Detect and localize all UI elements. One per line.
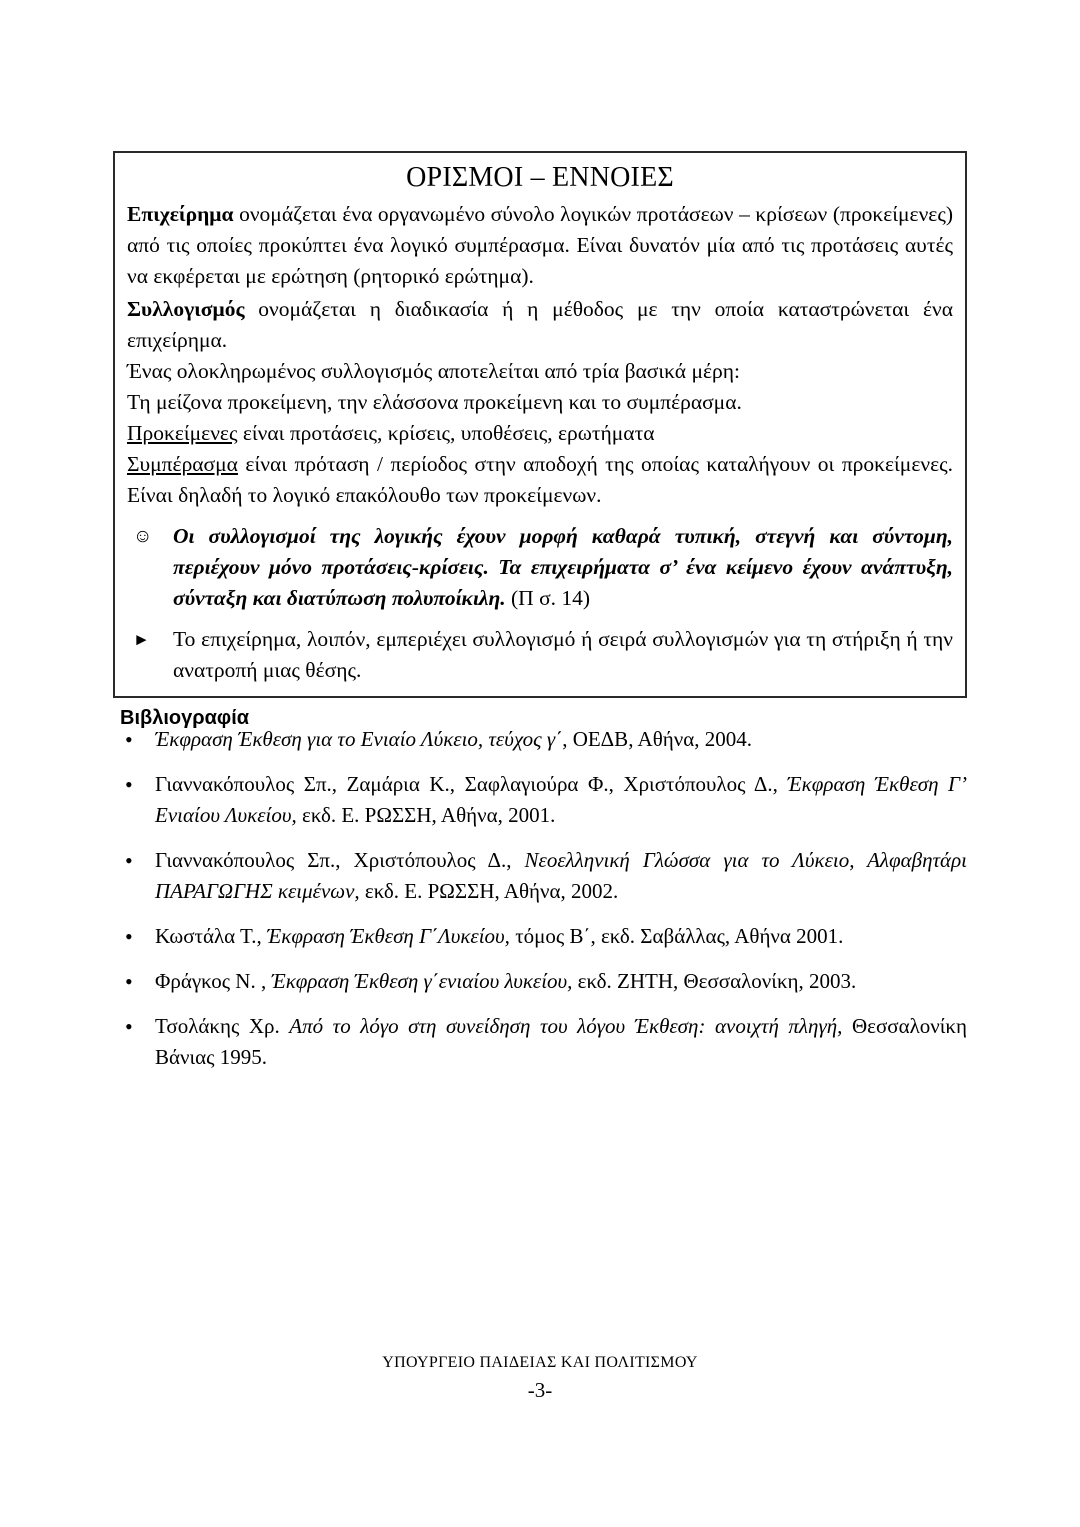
bibliography-item-part: εκδ. Ε. ΡΩΣΣΗ, Αθήνα, 2002. (359, 879, 619, 903)
bibliography-item (113, 724, 967, 755)
definitions-box (113, 151, 967, 698)
callout-smiley-reference: (Π σ. 14) (505, 586, 591, 610)
bullet-icon: • (125, 1014, 133, 1039)
bibliography-item-part: Έκφραση Έκθεση Γ’ Ενιαίου Λυκείου, (155, 772, 967, 827)
bibliography-item-part: , ΟΕΔΒ, Αθήνα, 2004. (562, 727, 752, 751)
bullet-icon: • (125, 924, 133, 949)
bibliography-item-part: Κωστάλα Τ., (155, 924, 268, 948)
bullet-icon: • (125, 969, 133, 994)
bibliography-item-text (155, 966, 967, 997)
bibliography-item-text (155, 724, 967, 755)
right-triangle-bullet-icon: ► (133, 630, 150, 649)
bibliography-item-part: Γιαννακόπουλος Σπ., Ζαμάρια Κ., Σαφλαγιούρα Φ., Χριστόπουλος Δ., (155, 772, 788, 796)
callout-smiley-emphasis: Οι συλλογισμοί της λογικής έχουν μορφή καθαρά τυπική, στεγνή και σύντομη, περιέχουν μόνο προτάσεις-κρίσεις. Τα επιχειρήματα σ’ ένα κείμενο έχουν ανάπτυξη, σύνταξη και διατύπωση πολυποίκιλη. (173, 524, 953, 610)
bibliography-item (113, 921, 967, 952)
bibliography-item-part: Νεοελληνική Γλώσσα για το Λύκειο, Αλφαβητάρι ΠΑΡΑΓΩΓΗΣ κειμένων, (155, 848, 967, 903)
bibliography-heading: Βιβλιογραφία (120, 706, 250, 729)
bibliography-item-part: Φράγκος Ν. , (155, 969, 272, 993)
definition-term-epicheirima: Επιχείρημα (127, 202, 234, 226)
bibliography-item-part: Θεσσαλονίκη Βάνιας 1995. (155, 1014, 967, 1069)
bibliography-item (113, 769, 967, 831)
callout-triangle-text: Το επιχείρημα, λοιπόν, εμπεριέχει συλλογισμό ή σειρά συλλογισμών για τη στήριξη ή την ανατροπή μιας θέσης. (173, 627, 953, 682)
bibliography-item-part: Έκφραση Έκθεση Γ΄Λυκείου, (267, 924, 510, 948)
definition-term-sympesrasma: Συμπέρασμα (127, 452, 238, 476)
bullet-icon: • (125, 727, 133, 752)
page-footer (0, 1352, 1080, 1404)
bullet-icon: • (125, 848, 133, 873)
definition-body-prokeimenes: είναι προτάσεις, κρίσεις, υποθέσεις, ερωτήματα (237, 421, 655, 445)
callout-triangle-row (127, 624, 953, 686)
definition-line-three-parts: Τη μείζονα προκείμενη, την ελάσσονα προκείμενη και το συμπέρασμα. (127, 390, 742, 414)
bibliography-item-part: εκδ. Ε. ΡΩΣΣΗ, Αθήνα, 2001. (296, 803, 556, 827)
footer-organization: ΥΠΟΥΡΓΕΙΟ ΠΑΙΔΕΙΑΣ ΚΑΙ ΠΟΛΙΤΙΣΜΟΥ (382, 1354, 698, 1371)
definition-body-epicheirima: ονομάζεται ένα οργανωμένο σύνολο λογικών προτάσεων – κρίσεων (προκείμενες) από τις οποίες προκύπτει ένα λογικό συμπέρασμα. Είναι δυνατόν μία από τις προτάσεις αυτές να εκφέρεται με ερώτηση (ρητορικό ερώτημα). (127, 202, 953, 288)
definition-term-prokeimenes: Προκείμενες (127, 421, 238, 445)
bibliography-list (113, 724, 967, 1087)
definition-body-syllogismos: ονομάζεται η διαδικασία ή η μέθοδος με την οποία καταστρώνεται ένα επιχείρημα. (127, 297, 953, 352)
bibliography-item (113, 1011, 967, 1073)
bibliography-item (113, 966, 967, 997)
definition-paragraph-syllogismos (127, 294, 953, 356)
bibliography-item-part: Γιαννακόπουλος Σπ., Χριστόπουλος Δ., (155, 848, 525, 872)
definition-paragraph-epicheirima (127, 199, 953, 292)
bibliography-item-part: εκδ. ΖΗΤΗ, Θεσσαλονίκη, 2003. (572, 969, 857, 993)
bibliography-item-text (155, 845, 967, 907)
bibliography-item-text (155, 921, 967, 952)
bibliography-item-part: Τσολάκης Χρ. (155, 1014, 290, 1038)
bibliography-item-part: τόμος Β΄, εκδ. Σαβάλλας, Αθήνα 2001. (509, 924, 844, 948)
smiley-face-icon: ☺ (133, 526, 153, 547)
bibliography-item-part: Έκφραση Έκθεση για το Ενιαίο Λύκειο, τεύχος γ΄ (155, 727, 563, 751)
bibliography-item-text (155, 1011, 967, 1073)
bibliography-item-text (155, 769, 967, 831)
definitions-box-title: ΟΡΙΣΜΟΙ – ΕΝΝΟΙΕΣ (406, 162, 674, 193)
bibliography-item-part: Από το λόγο στη συνείδηση του λόγου Έκθεση: ανοιχτή πληγή, (289, 1014, 843, 1038)
definition-paragraph-prokeimenes (127, 418, 953, 449)
footer-page-number: -3- (527, 1378, 553, 1402)
callout-smiley-row (127, 521, 953, 614)
definition-paragraph-sympesrasma (127, 449, 953, 511)
definition-line-parts: Ένας ολοκληρωμένος συλλογισμός αποτελείται από τρία βασικά μέρη: (127, 359, 740, 383)
definition-term-syllogismos: Συλλογισμός (127, 297, 245, 321)
callout-smiley-text (173, 521, 953, 614)
bullet-icon: • (125, 772, 133, 797)
bibliography-item-part: Έκφραση Έκθεση γ΄ενιαίου λυκείου, (271, 969, 573, 993)
definition-body-sympesrasma: είναι πρόταση / περίοδος στην αποδοχή της οποίας καταλήγουν οι προκείμενες. Είναι δηλαδή το λογικό επακόλουθο των προκείμενων. (127, 452, 953, 507)
bibliography-item (113, 845, 967, 907)
